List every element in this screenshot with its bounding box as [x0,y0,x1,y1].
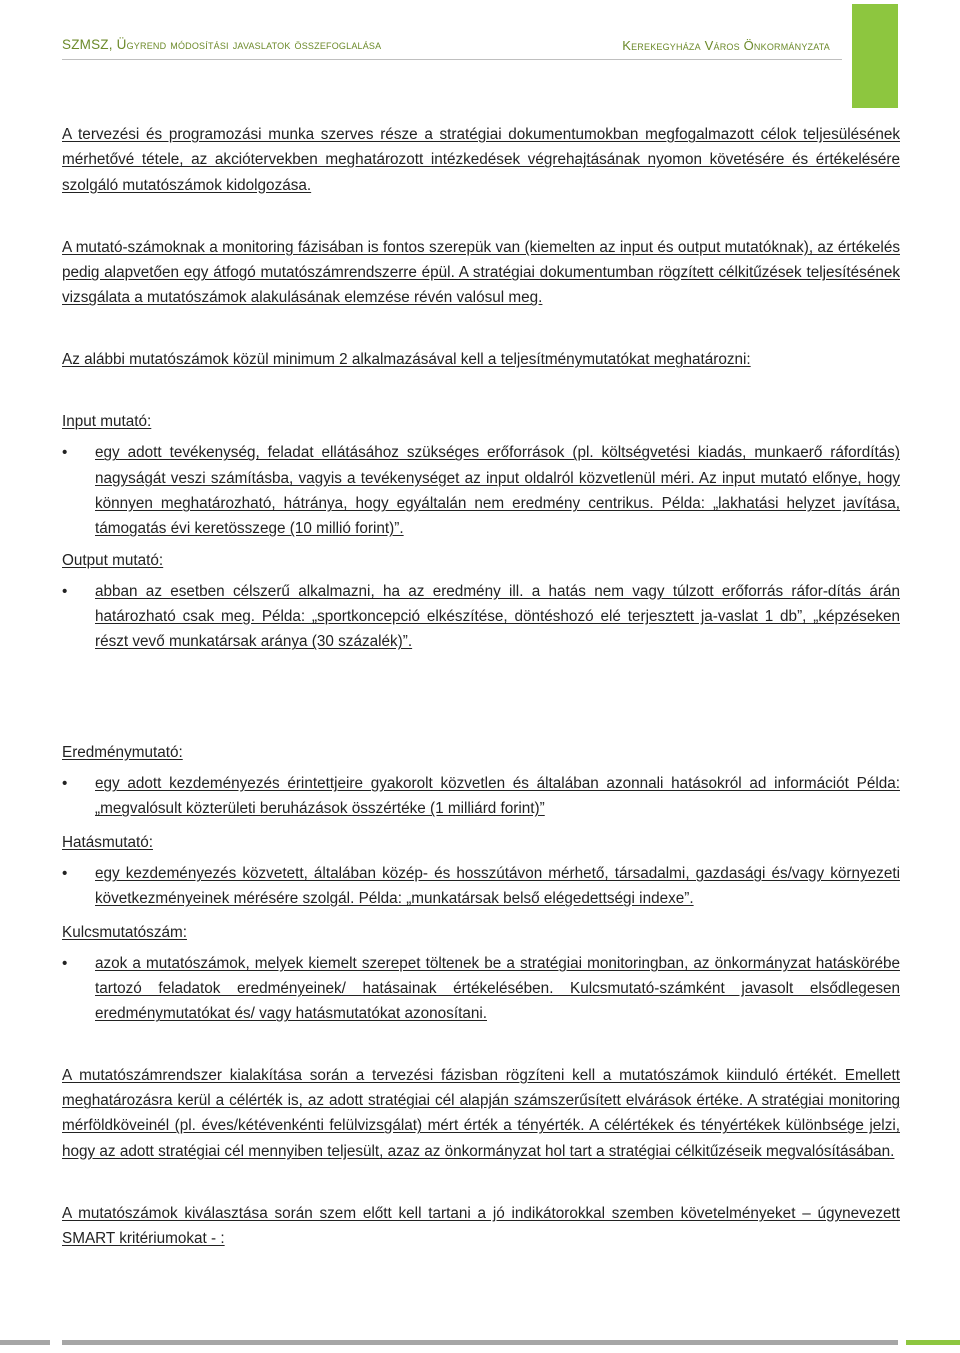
bullet-dot: • [62,954,68,972]
document-body [62,122,900,1252]
section-label-input: Input mutató: [62,413,152,431]
bullet-text-output: abban az esetben célszerű alkalmazni, ha az eredmény ill. a hatás nem vagy túlzott erőforrás ráfor-dítás árán határozható csak meg. Példa: „sportkoncepció elkészítése, döntéshozó elé terjesztett ja-vaslat 1 db”, „képzéseken részt vevő munkatársak aránya (30 százalék)”. [95,582,900,651]
paragraph-smart: A mutatószámok kiválasztása során szem előtt kell tartani a jó indikátorokkal szemben követelményeket – úgynevezett SMART kritériumokat - : [62,1204,900,1248]
paragraph-requirement: Az alábbi mutatószámok közül minimum 2 alkalmazásával kell a teljesítménymutatókat meghatározni: [62,350,751,368]
bullet-text-impact: egy kezdeményezés közvetett, általában közép- és hosszútávon mérhető, társadalmi, gazdasági és/vagy környezeti következményeinek mérésére szolgál. Példa: „munkatársak belső elégedettségi indexe”. [95,864,900,908]
bullet-item-key [62,951,900,1027]
paragraph-monitoring: A mutató-számoknak a monitoring fázisában is fontos szerepük van (kiemelten az input és output mutatóknak), az értékelés pedig alapvetően egy átfogó mutatószámrendszerre épül. A stratégiai dokumentumban rögzített célkitűzések teljesítésének vizsgálata a mutatószámok alakulásának elemzése révén valósul meg. [62,238,900,307]
bullet-text-result: egy adott kezdeményezés érintettjeire gyakorolt közvetlen és általában azonnali hatásokról ad információt Példa: „megvalósult közterületi beruházások összértéke (1 milliárd forint)” [95,775,900,818]
bullet-text-key: azok a mutatószámok, melyek kiemelt szerepet töltenek be a stratégiai monitoringban, az önkormányzat hatáskörébe tartozó feladatok eredményeinek/ hatásainak értékelésében. Kulcsmutató-számként javasolt elsődlegesen eredménymutatókat és/ vagy hatásmutatókat azonosítani. [95,954,900,1023]
bullet-item-impact [62,861,900,912]
section-label-output: Output mutató: [62,551,164,569]
bullet-item-result [62,771,900,822]
bullet-text-input: egy adott tevékenység, feladat ellátásához szükséges erőforrások (pl. költségvetési kiadás, munkaerő ráfordítás) nagyságát veszi számításba, vagyis a tevékenységet az input oldalról közvetlenül méri. Az input mutató előnye, hogy könnyen meghatározható, hátránya, hogy egyáltalán nem eredmény centrikus. Példa: „lakhatási helyzet javítása, támogatás évi keretösszege (10 millió forint)”. [95,444,900,538]
header-left-title: SZMSZ, Ügyrend módosítási javaslatok összefoglalása [62,37,382,52]
bullet-item-output [62,579,900,655]
header-right-title: Kerekegyháza Város Önkormányzata [622,38,830,53]
footer-grey-main [62,1340,898,1345]
section-label-result: Eredménymutató: [62,743,183,761]
green-accent-bar [852,4,898,108]
section-label-impact: Hatásmutató: [62,833,153,851]
header-divider [62,59,842,60]
paragraph-intro: A tervezési és programozási munka szerves része a stratégiai dokumentumokban megfogalmazott célok teljesülésének mérhetővé tétele, az akciótervekben meghatározott intézkedések végrehajtásának nyomon követésére és értékelésére szolgáló mutatószámok kidolgozása. [62,126,900,194]
footer-bar [0,1340,960,1345]
bullet-dot: • [62,864,68,882]
footer-green-right [906,1340,960,1345]
bullet-dot: • [62,582,68,600]
bullet-dot: • [62,775,68,793]
footer-grey-left [0,1340,50,1345]
bullet-dot: • [62,444,68,462]
paragraph-indicator-system: A mutatószámrendszer kialakítása során a tervezési fázisban rögzíteni kell a mutatószámok kiinduló értékét. Emellett meghatározásra kerül a célérték is, az adott stratégiai cél alapján számszerűsített elvárások értéke. A stratégiai monitoring mérföldköveinél (pl. éves/kétévenkénti felülvizsgálat) mért érték a tényérték. A célértékek és tényértékek különbsége jelzi, hogy az adott stratégiai cél mennyiben teljesült, azaz az önkormányzat hol tart a stratégiai célkitűzéseik megvalósításában. [62,1066,900,1160]
bullet-item-input [62,440,900,541]
section-label-key: Kulcsmutatószám: [62,923,187,941]
